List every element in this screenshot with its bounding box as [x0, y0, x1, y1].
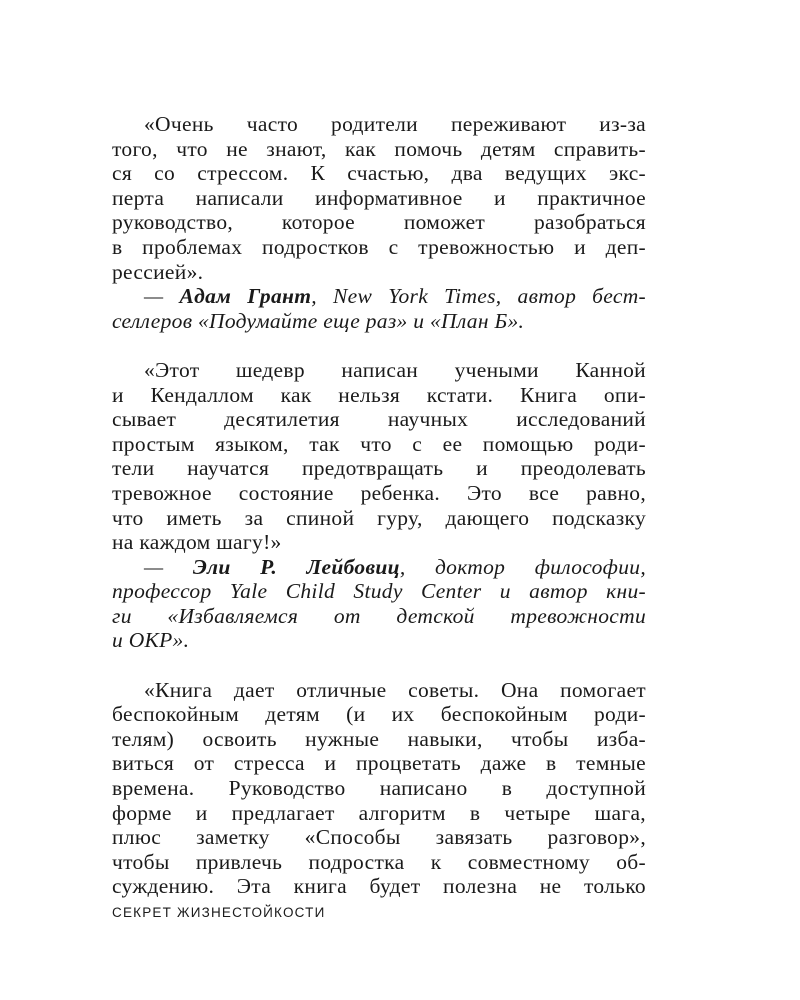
- attribution-dash: —: [144, 554, 193, 579]
- page-body: [112, 112, 646, 899]
- text-line: и Кендаллом как нельзя кстати. Книга опи-: [112, 382, 646, 407]
- text-line: суждению. Эта книга будет полезна не только: [112, 874, 646, 899]
- text-line: на каждом шагу!»: [112, 530, 282, 555]
- author-credentials: , доктор философии,: [399, 554, 646, 579]
- attribution-line: селлеров «Подумайте еще раз» и «План Б».: [112, 308, 525, 333]
- text-line: беспокойным детям (и их беспокойным роди-: [112, 702, 646, 727]
- attribution-line: ги «Избавляемся от детской тревожности: [112, 603, 646, 628]
- attribution-line: [112, 284, 646, 309]
- author-name: Адам Грант: [179, 284, 312, 309]
- review-quote-3: [112, 678, 646, 899]
- text-line: «Книга дает отличные советы. Она помогает: [144, 677, 646, 702]
- attribution-line: и ОКР».: [112, 628, 190, 653]
- text-line: телям) освоить нужные навыки, чтобы изба-: [112, 726, 646, 751]
- text-line: сывает десятилетия научных исследований: [112, 407, 646, 432]
- attribution-line: профессор Yale Child Study Center и автор кни-: [112, 579, 646, 604]
- text-line: «Этот шедевр написан учеными Канной: [144, 357, 646, 382]
- text-line: руководство, которое поможет разобраться: [112, 210, 646, 235]
- author-name: Эли Р. Лейбовиц: [192, 554, 400, 579]
- review-attribution-1: [112, 284, 646, 333]
- text-line: плюс заметку «Способы завязать разговор»,: [112, 825, 646, 850]
- text-line: тревожное состояние ребенка. Это все равно,: [112, 480, 646, 505]
- running-footer: СЕКРЕТ ЖИЗНЕСТОЙКОСТИ: [112, 905, 326, 920]
- review-quote-1: [112, 112, 646, 284]
- text-line: чтобы привлечь подростка к совместному об-: [112, 849, 646, 874]
- text-line: простым языком, так что с ее помощью роди-: [112, 431, 646, 456]
- author-credentials: , New York Times, автор бест-: [311, 284, 646, 309]
- text-line: форме и предлагает алгоритм в четыре шага,: [112, 800, 646, 825]
- text-line: что иметь за спиной гуру, дающего подсказку: [112, 505, 646, 530]
- paragraph-gap: [112, 333, 646, 358]
- text-line: того, что не знают, как помочь детям справить-: [112, 136, 646, 161]
- text-line: в проблемах подростков с тревожностью и деп-: [112, 234, 646, 259]
- attribution-dash: —: [144, 284, 180, 309]
- review-attribution-2: [112, 555, 646, 653]
- text-line: «Очень часто родители переживают из-за: [144, 112, 646, 136]
- text-line: ся со стрессом. К счастью, два ведущих экс-: [112, 161, 646, 186]
- text-line: тели научатся предотвращать и преодолевать: [112, 456, 646, 481]
- text-line: рессией».: [112, 259, 204, 284]
- review-quote-2: [112, 358, 646, 555]
- text-line: перта написали информативное и практичное: [112, 185, 646, 210]
- text-line: виться от стресса и процветать даже в темные: [112, 751, 646, 776]
- paragraph-gap: [112, 653, 646, 678]
- text-line: времена. Руководство написано в доступной: [112, 776, 646, 801]
- attribution-line: [112, 555, 646, 580]
